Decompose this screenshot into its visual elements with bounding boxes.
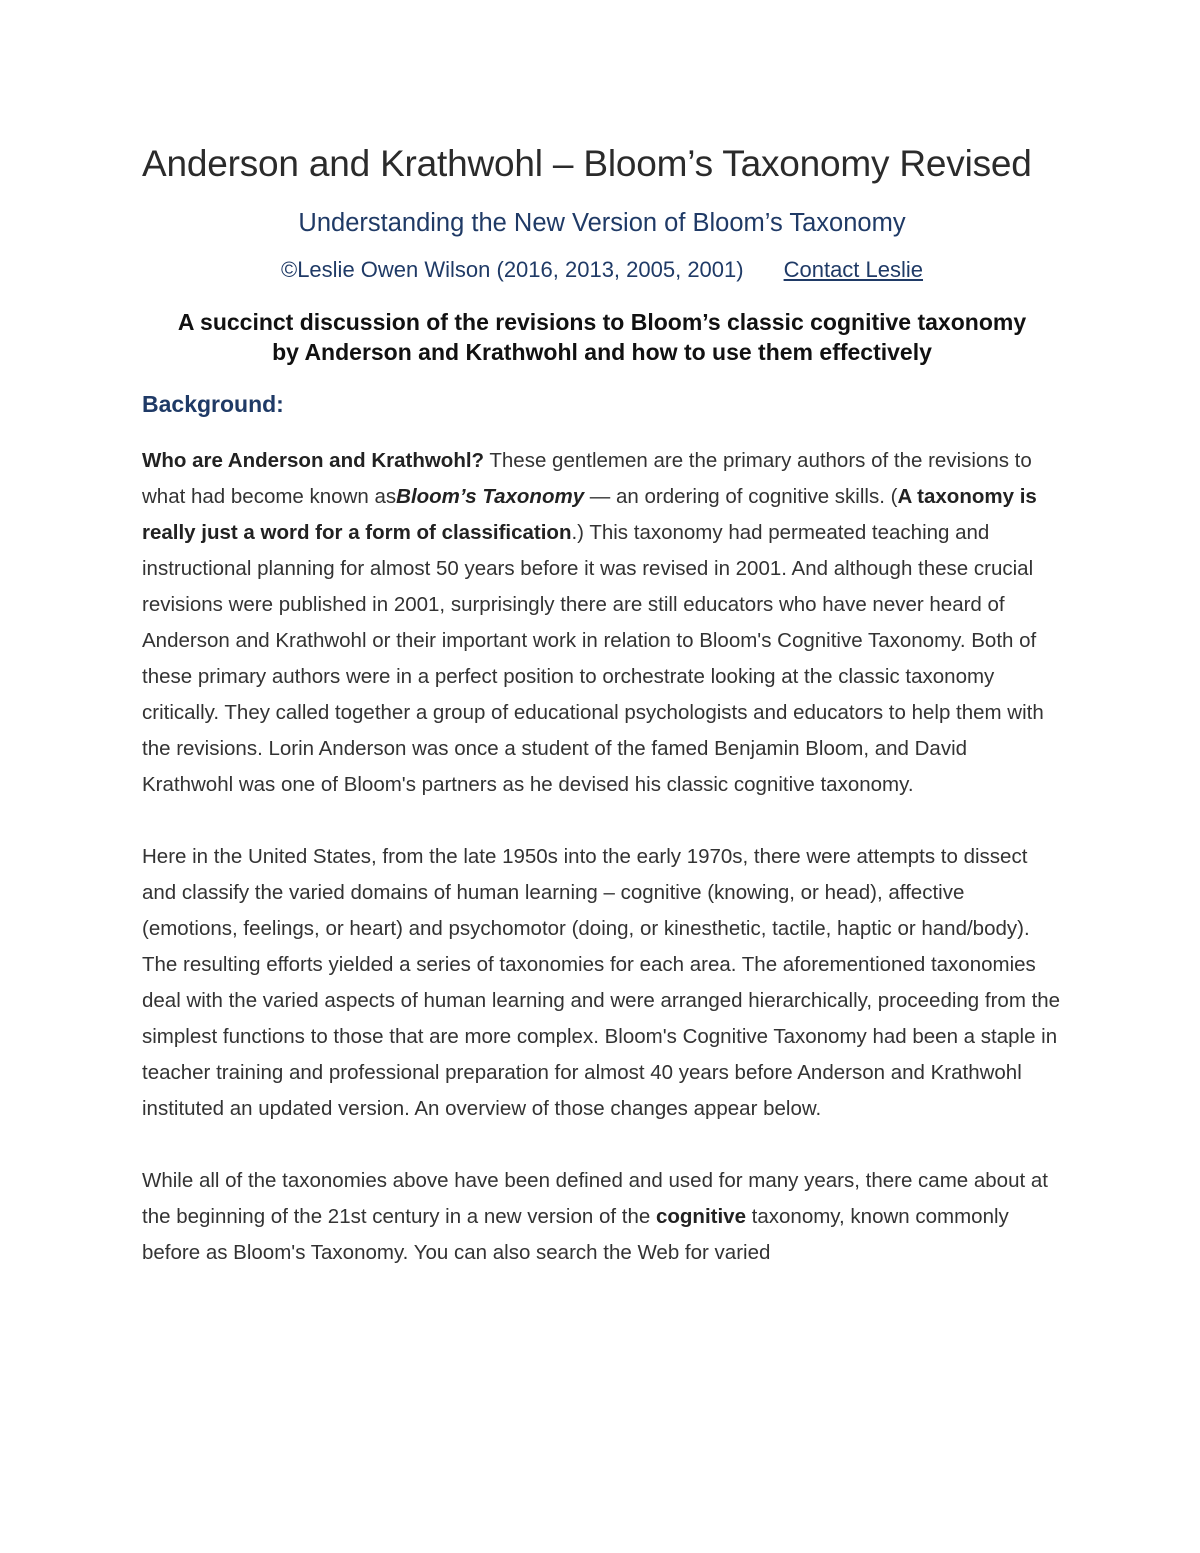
page-subtitle: Understanding the New Version of Bloom’s Taxonomy	[298, 209, 906, 237]
paragraph-1-book-title: Bloom’s Taxonomy	[396, 485, 585, 508]
summary-line-2: by Anderson and Krathwohl and how to use them effectively	[272, 339, 932, 365]
section-heading-background: Background:	[142, 391, 284, 417]
contact-leslie-link[interactable]: Contact Leslie	[783, 257, 924, 282]
paragraph-3-bold-word: cognitive	[655, 1205, 746, 1228]
paragraph-3-text-a: While all of the taxonomies above have been defined and used for many years, there came about at the beginning of the 21st century in a new version of the	[142, 1169, 1048, 1228]
paragraph-1-text-b: — an ordering of cognitive skills. (	[584, 485, 898, 508]
paragraph-1-definition: A taxonomy is really just a word for a form of classification	[142, 485, 1037, 544]
paragraph-2: Here in the United States, from the late 1950s into the early 1970s, there were attempts to dissect and classify the varied domains of human learning – cognitive (knowing, or head), affective (emotions, feelings, or heart) and psychomotor (doing, or kinesthetic, tactile, haptic or hand/body). The resulting efforts yielded a series of taxonomies for each area. The aforementioned taxonomies deal with the varied aspects of human learning and were arranged hierarchically, proceeding from the simplest functions to those that are more complex. Bloom's Cognitive Taxonomy had been a staple in teacher training and professional preparation for almost 40 years before Anderson and Krathwohl instituted an updated version. An overview of those changes appear below.	[142, 845, 1061, 1120]
paragraph-1-lead: Who are Anderson and Krathwohl?	[142, 449, 485, 472]
paragraph-1	[142, 443, 1062, 803]
summary-heading	[142, 307, 1062, 367]
paragraph-1-text-c: .) This taxonomy had permeated teaching and instructional planning for almost 50 years before it was revised in 2001. And although these crucial revisions were published in 2001, surprisingly there are still educators who have never heard of Anderson and Krathwohl or their important work in relation to Bloom's Cognitive Taxonomy. Both of these primary authors were in a perfect position to orchestrate looking at the classic taxonomy critically. They called together a group of educational psychologists and educators to help them with the revisions. Lorin Anderson was once a student of the famed Benjamin Bloom, and David Krathwohl was one of Bloom's partners as he devised his classic cognitive taxonomy.	[142, 521, 1044, 796]
paragraph-3-text-b: taxonomy, known commonly before as Bloom's Taxonomy. You can also search the Web for varied	[142, 1205, 1009, 1264]
byline	[142, 255, 1062, 285]
document-page	[142, 140, 1062, 1271]
copyright-text: ©Leslie Owen Wilson (2016, 2013, 2005, 2001)	[280, 257, 744, 282]
paragraph-3	[142, 1163, 1062, 1271]
paragraph-1-text-a: These gentlemen are the primary authors of the revisions to what had become known as	[142, 449, 1032, 508]
page-title: Anderson and Krathwohl – Bloom’s Taxonomy Revised	[142, 143, 1032, 184]
summary-line-1: A succinct discussion of the revisions to Bloom’s classic cognitive taxonomy	[177, 309, 1027, 335]
